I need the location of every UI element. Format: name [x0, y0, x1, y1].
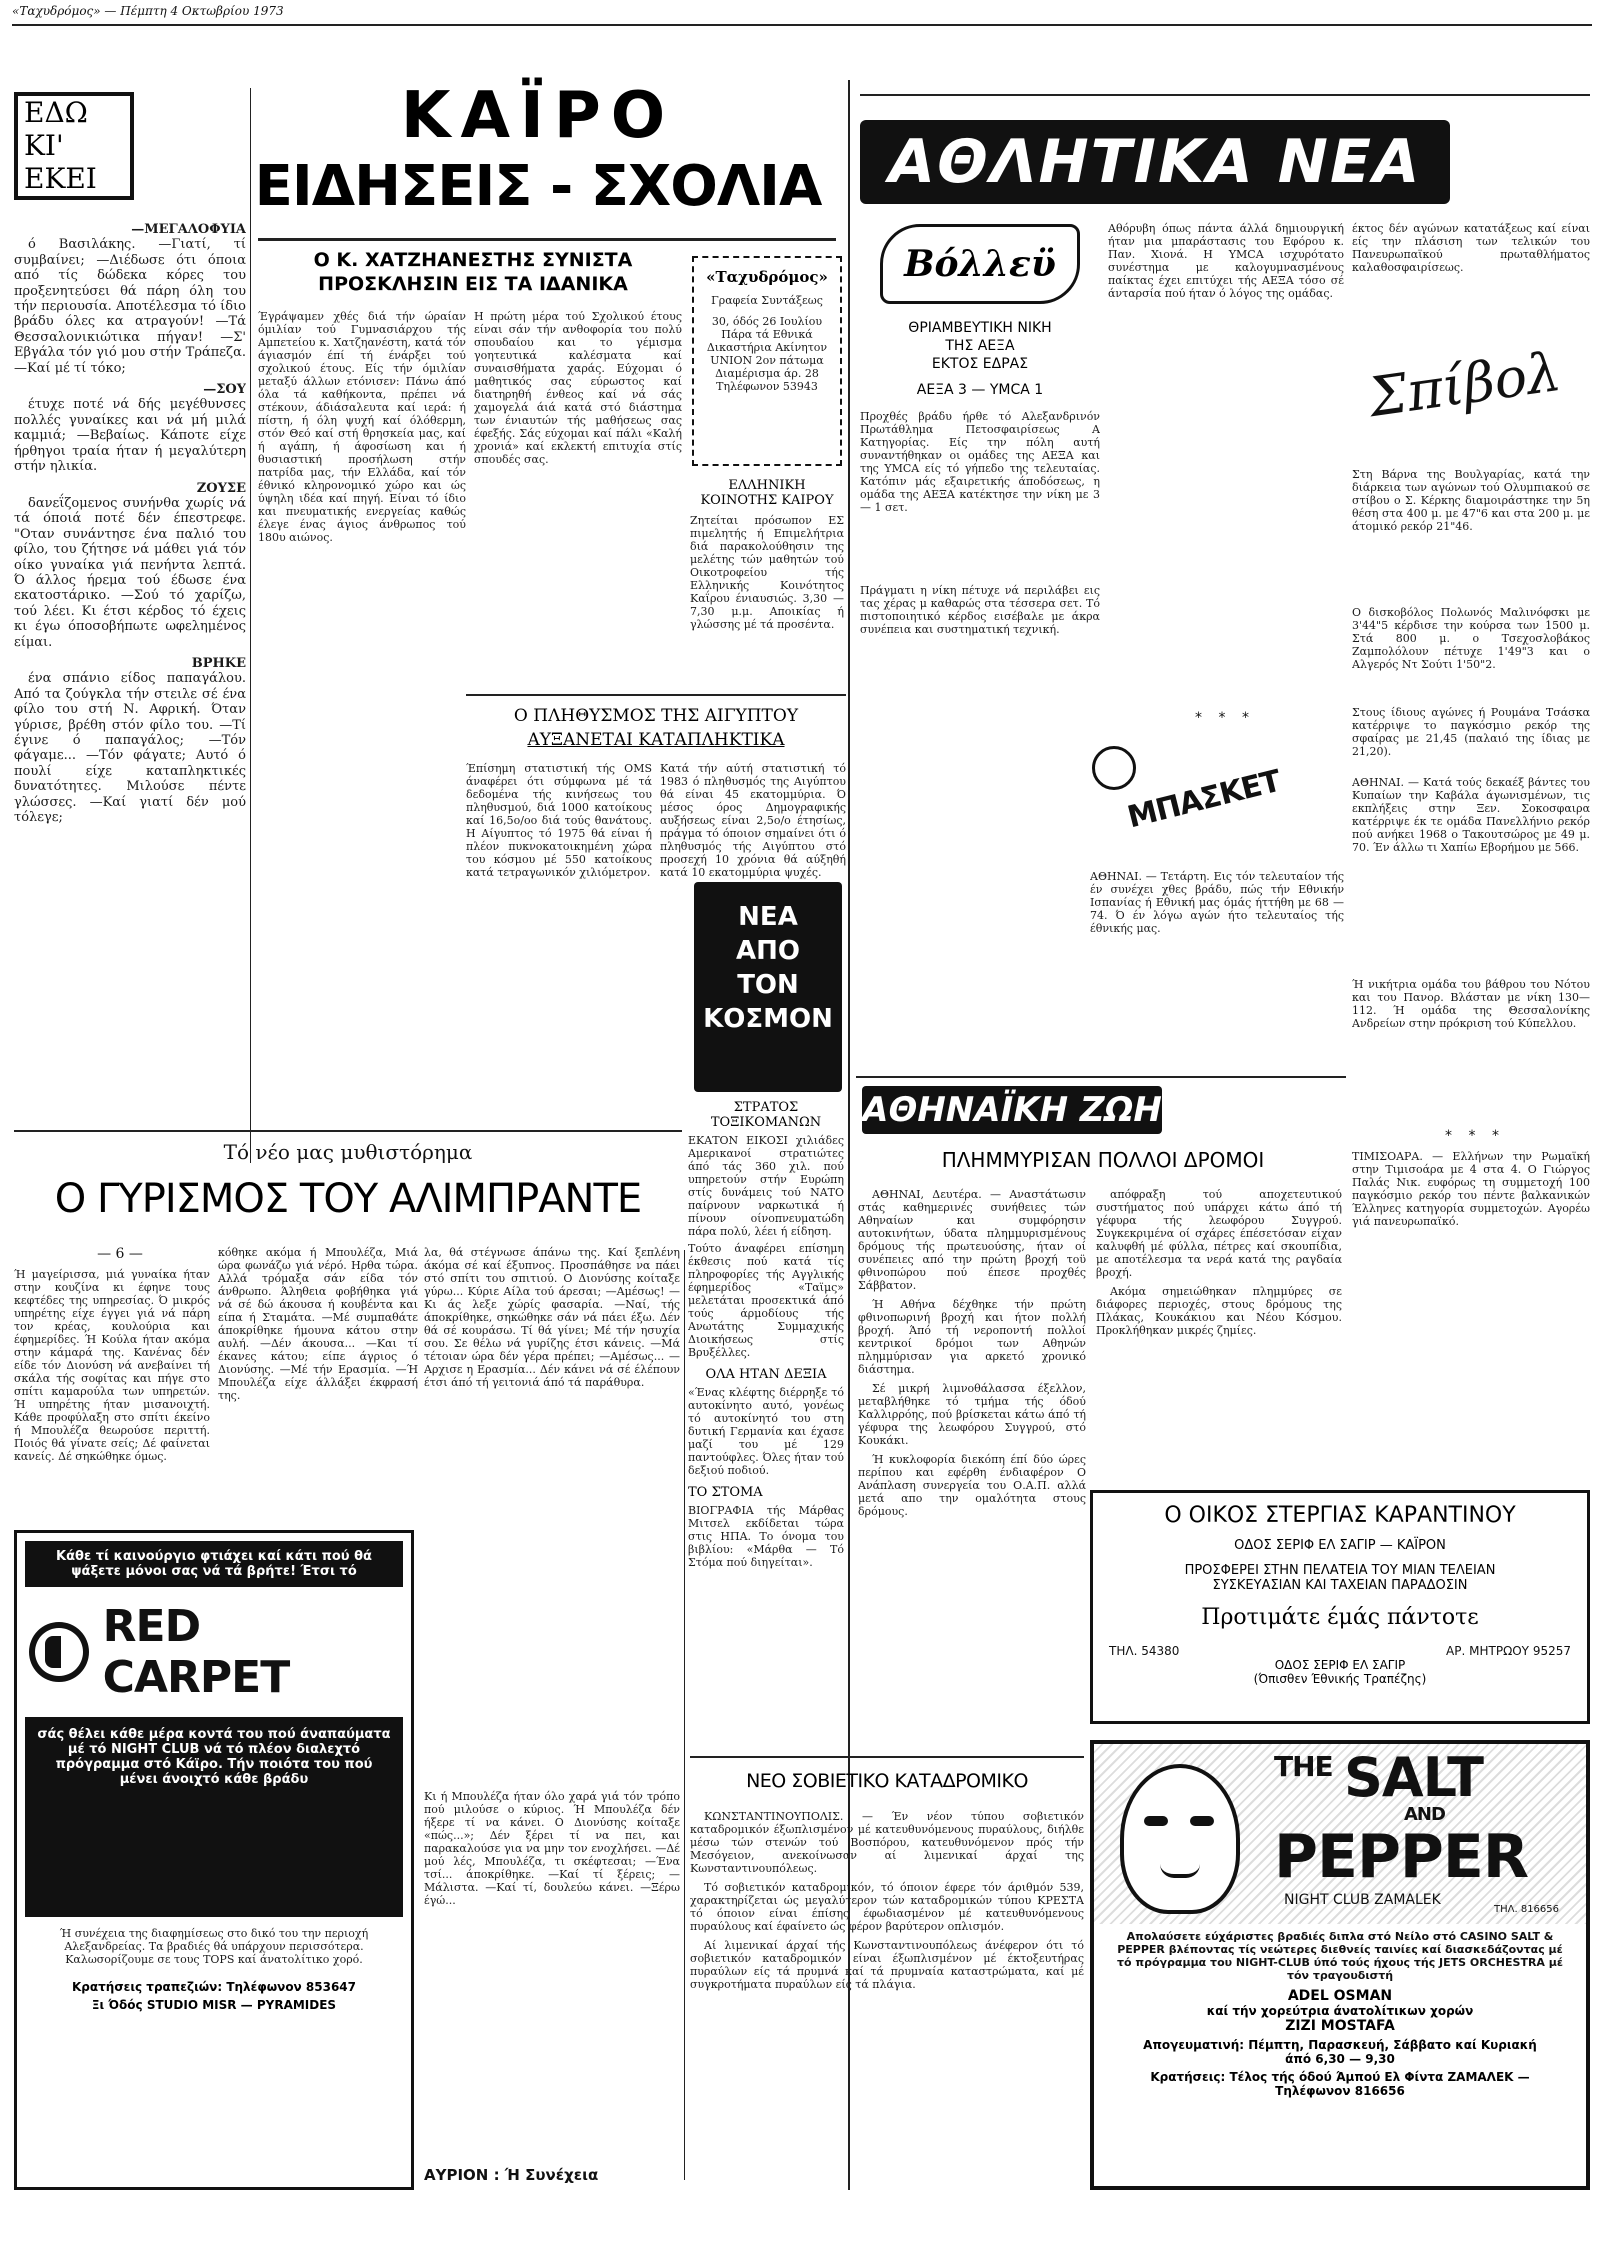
taxy-addr: 30, όδός 26 Ιουλίου Πάρα τά Εθνικά Δικαστήρια Ακίνητον UNION 2ον πάτωμα Διαμέρισμα άρ. 28 Τηλέφωνον 53943	[706, 315, 828, 393]
zoi-subtitle: ΠΛΗΜΜΥΡΙΣΑΝ ΠΟΛΛΟΙ ΔΡΟΜΟΙ	[941, 1148, 1265, 1172]
sp-text1: Απολαύσετε εύχάριστες βραδιές διπλα στό Νείλο στό CASINO SALT & PEPPER βλέποντας τίς νεώτερες διεθνείς ταινίες καί διασκεδάζοντας μέ τό πρόγραμμα του NIGHT-CLUB ύπό τούς ήχους τής JETS ORCHESTRA μέ τόν τραγουδιστή	[1117, 1930, 1563, 1982]
egypt-top-rule	[466, 694, 846, 696]
nea-box-text: ΝΕΑ ΑΠΟ ΤΟΝ ΚΟΣΜΟΝ	[703, 902, 833, 1034]
sp-and: AND	[1404, 1804, 1445, 1825]
volley-p1: Προχθές βράδυ ήρθε τό Αλεξανδρινόν Πρωτάθλημα Πετοσφαιρίσεως Α Κατηγορίας. Είς την πόλη αυτή συναντήθηκαν οι ομάδες της ΑΕΞΑ και της YMCA είς τό γήπεδο της τελευταίας. Κατόπιν μάς εξαιρετικής άποδόσεως, η ομάδα της ΑΕΞΑ κατέκτησε την νίκη με 3 — 1 σετ.	[860, 410, 1100, 514]
sp-days: Απογευματινή: Πέμπτη, Παρασκευή, Σάββατο καί Κυριακή άπό 6,30 — 9,30	[1143, 2038, 1537, 2066]
sport-c3-p3: Ο δισκοβόλος Πολωνός Μαλινόφσκι με 3'44"5 κέρδισε την κούρσα των 1500 μ. Στά 800 μ. ο Τσεχοσλοβάκος Ζαμπολόλουν πέτυχε 1'49"3 και ο Αλγερός Ντ Σούτι 1'50"2.	[1352, 606, 1590, 671]
basket-p1: ΑΘΗΝΑΙ. — Τετάρτη. Εις τόν τελευταίον τής έν συνέχει χθες βράδυ, πώς τήν Εθνικήν Ισπανίας ή Εθνική μας όμάς ήττήθη με 68 — 74. Ό έν λόγω αγών ήτο τελευταίος τής έθνικής μας.	[1090, 870, 1344, 935]
kairo-header	[238, 80, 838, 240]
sport-c3-p2: Στη Βάρνα της Βουλγαρίας, κατά την διάρκεια των αγώνων τού Ολυμπιακού σε στίβου ο Σ. Κέρκης διαμοιράστηκε την 5η θέση στα 400 μ. με 47"6 και στα 200 μ. με άτομικό ρεκόρ 21"46.	[1352, 468, 1590, 533]
sport-c3-p1: έκτος δέν αγώνων κατατάξεως καί είναι είς την πλάσιση των τελικών του Πανευρωπαϊκού πρωταθλήματος καλαθοσφαιρίσεως.	[1352, 222, 1590, 274]
sp-text2: καί τήν χορεύτρια άνατολίτικων χορών	[1206, 2004, 1474, 2018]
kar-offer: ΠΡΟΣΦΕΡΕΙ ΣΤΗΝ ΠΕΛΑΤΕΙΑ ΤΟΥ ΜΙΑΝ ΤΕΛΕΙΑΝ ΣΥΣΚΕΥΑΣΙΑΝ ΚΑΙ ΤΑΧΕΙΑΝ ΠΑΡΑΔΟΣΙΝ	[1184, 1563, 1496, 1593]
sport-c3-p6: Ή νικήτρια ομάδα του βάθρου του Νότου και του Πανορ. Βλάσταν με νίκη 130—112. Ή ομάδα της Θεσσαλονίκης Ανδρείων στην πρόκριση τού Κύπελλου.	[1352, 978, 1590, 1030]
egypt-title1: Ο ΠΛΗΘΥΣΜΟΣ ΤΗΣ ΑΙΓΥΠΤΟΥ	[513, 706, 799, 726]
soviet-p3: Αί λιμενικαί άρχαί τής Κωνσταντινουπόλεως άνέφερον ότι τό σοβιετικόν καταδρομικόν είναι έξωπλισμένον μέ έκτοξευτήρας πυραύλων είς τά πρυμνά καί τά πρυμναία καταστρώματα, καί μέ συγκροτήματα πυραύλων είς τά πλάγια.	[690, 1939, 1084, 1991]
rc-line2: σάς θέλει κάθε μέρα κοντά του πού άναπαύματα μέ τό NIGHT CLUB νά τό πλέον διαλεχτό πρόγραμμα στό Κάϊρο. Τήν ποιότα του πού μένει άνοιχτό κάθε βράδυ	[25, 1717, 403, 1917]
volley-t1: ΘΡΙΑΜΒΕΥΤΙΚΗ ΝΙΚΗ	[908, 320, 1052, 336]
zoi-col2	[1096, 1188, 1342, 1488]
soviet-p1: ΚΩΝΣΤΑΝΤΙΝΟΥΠΟΛΙΣ. — Έν νέον τύπου σοβιετικόν καταδρομικόν έξωπλισμένον μέ κατευθυνόμενους πυραύλους, διήλθε μέσω τών στενών τού Βοσπόρου, κατευθυνόμενον πρός τήν Μεσόγειον, ανεκοίνωσαν αί λιμενικαί άρχαί της Κωνσταντινουπόλεως.	[690, 1810, 1084, 1875]
novel-continued: ΑΥΡΙΟΝ : Ή Συνέχεια	[424, 2166, 599, 2184]
novel-title: Ο ΓΥΡΙΣΜΟΣ ΤΟΥ ΑΛΙΜΠΡΑΝΤΕ	[54, 1176, 642, 1222]
volley-logo	[880, 224, 1080, 304]
volley-t3: ΕΚΤΟΣ ΕΔΡΑΣ	[931, 356, 1029, 372]
edo-sub4: ΒΡΗΚΕ	[191, 655, 246, 671]
egypt-col1: Έπίσημη στατιστική τής OMS άναφέρει ότι σύμφωνα μέ τά δεδομένα τής κινήσεως του πληθυσμού, διά 1000 κατοίκους καί 16,5ο/οο διά τούς θανάτους. Η Αίγυπτος τό 1975 θά είναι ή πλέον πυκνοκατοικημένη χώρα του κόσμου μέ 550 κατοίκους κατά τετραγωνικόν χιλιόμετρον.	[466, 762, 652, 879]
eivol-logo: Σπίβολ	[1365, 339, 1565, 430]
novel-col2: κόθηκε ακόμα ή Μπουλέζα, Μιά ώρα φωνάζω γιά νέρό. Ηρθα τώρα. Αλλά τρόμαξα σάν είδα τόν άνθρωπο. Άληθεια φοβήθηκα γιά νά σέ δώ άκουσα ή κουβέντα και είπα ή Σταμάτα. —Μέ συμπαθάτε άποκρίθηκε ήμουνα κάτου στην αυλή. —Δέν άκουσα... —Και τί έκανες κάτου; είπε άγριος ό Διονύσης. —Μέ τήν Ερασμία. —Ή Μπουλέζα είχε άλλάξει έκφρασή της.	[218, 1246, 418, 1402]
kar-addr2: ΟΔΟΣ ΣΕΡΙΦ ΕΛ ΣΑΓΙΡ	[1274, 1658, 1406, 1672]
edo-p4: ένα σπάνιο είδος παπαγάλου. Από τα ζούγκλα τήν στειλε σέ ένα φίλο του στή Ν. Αφρική. Όταν γύρισε, βρέθη στόν φίλο του. —Τί έγινε ό παπαγάλος; —Τόν φάγαμε... —Τόν φάγατε; Αυτό ό πουλί είχε καταπληκτικές δυνατότητες. Μιλούσε πέντε γλώσσες. —Καί γιατί δέν μού τόλεγε;	[14, 671, 246, 826]
karantinou-ad	[1090, 1490, 1590, 1724]
edo-sub3: ΖΟΥΣΕ	[196, 480, 246, 496]
saltpepper-ad	[1090, 1740, 1590, 2190]
kar-slogan: Προτιμάτε έμάς πάντοτε	[1201, 1605, 1479, 1630]
zoi-title-box	[862, 1086, 1162, 1134]
rc-logo-icon	[29, 1622, 89, 1682]
masthead: «Ταχυδρόμος» — Πέμπτη 4 Οκτωβρίου 1973	[12, 4, 284, 18]
edo-sub2: —ΣΟΥ	[203, 382, 246, 398]
sport-c2-p1: Αθόρυβη όπως πάντα άλλά δημιουργική ήταν μια μπαράστασις του Εφόρου κ. Παν. Χιονά. Η YMCA ισχυρότατο συνέστημα με καλογυμνασμένους παίκτας έχει επιτύχει τής ΑΕΞΑ τόσο σέ άνταρσία πού ήταν ό λόγος της ομάδας.	[1108, 222, 1344, 300]
kairo-header-rule	[258, 238, 836, 241]
taxy-sub: Γραφεία Συντάξεως	[711, 294, 823, 307]
kar-title: Ο ΟΙΚΟΣ ΣΤΕΡΓΙΑΣ ΚΑΡΑΝΤΙΝΟΥ	[1164, 1503, 1516, 1528]
sp-the: THE	[1274, 1750, 1333, 1783]
sport-stars-1: * * *	[1195, 710, 1255, 726]
novel-col4: Κι ή Μπουλέζα ήταν όλο χαρά γιά τόν τρόπο πού μιλούσε ο κύριος. Ή Μπουλέζα δέν ήξερε τί να κάνει. Ο Διονύσης κοίταξε «πώς...»; Δέν ξέρει τί να πει, και παρακαλούσε για να μην τον ενοχλήσει. —Δέ μού λές, Μπουλέζα, τι σκέφτεσαι; —Ένα τσί... άποκρίθηκε. —Καί τί ξέρεις; —Μάλιστα. —Καί τί, δουλεύω κάνει. —Ξέρω έγώ...	[424, 1790, 680, 1907]
volley-score: ΑΕΞΑ 3 — YMCA 1	[916, 382, 1044, 398]
volley-t2: ΤΗΣ ΑΕΞΑ	[945, 338, 1015, 354]
nea-t1: ΣΤΡΑΤΟΣ ΤΟΞΙΚΟΜΑΝΩΝ	[710, 1100, 822, 1130]
novel-col1: Ή μαγείρισσα, μιά γυναίκα ήταν στην κουζίνα κι έφηνε τους κεφτέδες της υπηρεσίας. Ό μικρός υπηρέτης είχε έγγει γιά νά πάρη τον κρέας, κουλούρια και έφημερίδες. Ή Κούλα ήταν ακόμα στην κάμαρά της. Κανένας δέν είδε τόν Διονύση νά ανεβαίνει τή σκάλα τής σοφίτας και πήγε στο σπίτι καμαρούλα των υπηρετών. Ή υπηρέτης ήταν μισανοιχτή. Κάθε προφύλαξη στο σπίτι έκείνο ή Μπουλέζα θεωρούσε περιττή. Ποιός θά γίνατε σείς; Δέ φαίνεται κανείς. Δέ σηκώθηκε όμως.	[14, 1268, 210, 1463]
rc-line1: Κάθε τί καινούργιο φτιάχει καί κάτι πού θά ψάξετε μόνοι σας νά τά βρήτε! Έτσι τό	[25, 1541, 403, 1587]
rc-phone: Κρατήσεις τραπεζιών: Τηλέφωνον 853647	[71, 1980, 357, 1994]
sp-salt: SALT	[1344, 1746, 1483, 1809]
novel-col3: λα, θά στέγνωσε άπάνω της. Καί ξεπλένη άκόμα σέ καί έξυπνος. Προσπάθησε να πάει στό σπίτι του σπιτιού. Ο Διονύσης κοίταξε γύρω... Κύριε Αίλα τού άρεσαι; —Αμέσως! —Κι άς λεξε χώρίς φασαρία. —Ναί, τής άποκρίθηκε, σηκώθηκε σάν νά πάει έξω. Δέν θά σέ κουράσω. Τί θά γίνει; Μέ τήν ησυχία σου. Σε θέλω νά γυρίζης έτσι κάνεις. —Μά τέτοιαν ώρα δέν γέρα πρέπει; —Αμέσως... —Αρχισε η Ερασμία... Δέν κάνει νά σέ έλέπουν έτσι άπό τή γειτονιά άπό τά παράθυρα.	[424, 1246, 680, 1389]
soviet-top-rule	[690, 1756, 1084, 1758]
nea-t3: ΤΟ ΣΤΟΜΑ	[688, 1485, 763, 1500]
edo-column	[14, 222, 246, 1152]
nea-box	[694, 882, 842, 1092]
egypt-col2: Κατά τήν αύτή στατιστική τό 1983 ό πληθυσμός της Αιγύπτου θά είναι 45 εκατομμύρια. Ό μέσος όρος Δημογραφικής αυξήσεως είναι 2,5ο/ο έτησίως, πράγμα τό όποιον σημαίνει ότι ό πληθυσμός τής Αιγύπτου στό προσεχή 10 χρόνια θά αύξηθή κατά 10 εκατομμύρια ψυχές.	[660, 762, 846, 879]
nea-p1: ΕΚΑΤΟΝ ΕΙΚΟΣΙ χιλιάδες Αμερικανοί στρατιώτες άπό τάς 360 χιλ. πού υπηρετούν στήν Ευρώπη στίς δυνάμεις τού ΝΑΤΟ παίρνουν ναρκωτικά ή πίνουν οίνοπνευματώδη πάρα πολύ, λέει ή είδηση.	[688, 1134, 844, 1238]
novel-top-rule	[14, 1130, 682, 1132]
masthead-rule	[12, 24, 1592, 26]
sport-title: ΑΘΛΗΤΙΚΑ ΝΕΑ	[888, 127, 1422, 197]
sp-tel: ΤΗΛ. 816656	[1494, 1904, 1559, 1915]
volley-logo-text: Βόλλεϋ	[904, 243, 1056, 285]
edo-p1: ό Βασιλάκης. —Γιατί, τί συμβαίνει; —Διέδωσε ότι όποια από τίς δώδεκα κόρες του προξενητεύσει θά πάρη όλη του τήν περιουσία. Αποτέλεσμα τό ίδιο βράδυ όλες κα ατραγούν! —Τά Θεσσαλονικιώτικα πήγαν! —Σ' Εβγάλα τόν γιό μου στήν Τράπεζα. —Καί μέ τί τόκο;	[14, 237, 246, 376]
kar-mitr: ΑΡ. ΜΗΤΡΩΟΥ 95257	[1446, 1644, 1571, 1658]
sp-club: NIGHT CLUB ZAMALEK	[1284, 1892, 1441, 1908]
sport-c3-p4: Στους ίδιους αγώνες ή Ρουμάνα Τσάσκα κατέρριψε το παγκόσμιο ρεκόρ της σφαίρας με 21,45 (παλαιό της ίδιας με 21,20).	[1352, 706, 1590, 758]
zoi-p5: απόφραξη τού αποχετευτικού συστήματος πού υπάρχει κάτω άπό τή γέφυρα τής λεωφόρου Συγγρού. Συγκεκριμένα οί σχάρες έπέσετόσαν είχαν καλυφθή μέ φύλλα, πέτρες καί σκουπίδια, με αποτέλεσμα τα νερά κατά της ραγδαία βροχή.	[1096, 1188, 1342, 1279]
novel-sub: Τό νέο μας μυθιστόρημα	[223, 1140, 473, 1164]
sport-stars-2: * * *	[1445, 1128, 1505, 1144]
edo-p2: έτυχε ποτέ νά δής μεγέθυνσες πολλές γυναίκες και νά μή μιλά καμμιά; —Βεβαίως. Κάποτε είχε ήρθηγοι τραία ήταν ή μεγαλύτερη στήν ηλικία.	[14, 397, 246, 475]
basket-graphic	[1086, 740, 1284, 860]
rc-addr: Ξι Όδός STUDIO MISR — PYRAMIDES	[91, 1998, 337, 2012]
sport-title-box	[860, 120, 1450, 204]
nea-p2: Τούτο άναφέρει επίσημη έκθεσις πού κατά τίς πληροφορίες τής Αγγλικής έφημερίδος «Ταϊμς» μελετάται προσεκτικά άπό τούς άρμοδίους τής Ανωτάτης Συμμαχικής Διοικήσεως στίς Βρυξέλλες.	[688, 1242, 844, 1359]
zoi-top-rule	[856, 1076, 1346, 1078]
sp-resv: Κρατήσεις: Τέλος τής όδού Άμπού Ελ Φίντα ΖΑΜΑΛΕΚ — Τηλέφωνον 816656	[1150, 2070, 1530, 2098]
redcarpet-ad	[14, 1530, 414, 2190]
sp-dancer: ZIZI MOSTAFA	[1285, 2018, 1395, 2034]
koin-text: Ζητείται πρόσωπον ΕΣ πιμελητής ή Επιμελήτρια διά παρακολούθησιν της μελέτης τών μαθητών τού Οικοτροφείου τής Ελληνικής Κοινότητος Καΐρου ένιαυσιώς. 3,30 — 7,30 μ.μ. Αποικίας ή γλώσσης μέ τά προσέντα.	[690, 514, 844, 631]
volley-p2: Πράγματι η νίκη πέτυχε νά περιλάβει εις τας χέρας μ καθαρώς στα τέσσερα σετ. Τό πιστοποιητικό κέρδος εισέβαλε με άκρα συνέπεια και συστηματική τεχνική.	[860, 584, 1100, 636]
mask-icon	[1120, 1764, 1240, 1914]
edo-p3: δανεΐζομενος συνήνθα χωρίς νά τά όποιά ποτέ δέν έπεστρεφε. "Οταν συνάντησε ένα παλιό του φίλο, του ζήτησε νά μάθει γιά τόν οίκο γυναίκα γιά πενήντα λεπτά. Ό άλλος ήρεμα τού έδωσε ένα εκατοστάρικο. —Σού τό χαρίζω, τού λέει. Κι έτσι κέρδος τό έχεις κι έγω όποσοβήπωτε ωφελημένος είμαι.	[14, 495, 246, 650]
edo-sub1: —ΜΕΓΑΛΟΦΥΙΑ	[131, 222, 246, 237]
zoi-p2: Ή Αθήνα δέχθηκε τήν πρώτη φθινοπωρινή βροχή και ήτον πολλή βροχή. Άπό τή νεροποντή πολλοί κεντρικοί δρόμοι των Αθηνών πλημμύρισαν για αρκετό χρονικό διάστημα.	[858, 1298, 1086, 1376]
art1-col1: Έγράψαμεν χθές διά τήν ώραίαν όμιλίαν τού Γυμνασιάρχου τής Αμπετείου κ. Χατζηανέστη, κατά τόν άγιασμόν έπί τή ένάρξει τού σχολικού έτους. Είς τήν όμιλίαν μεταξύ άλλων ετόνισεν: Πάνω άπό όλα τά καθήκοντα, πρέπει νά στέκουν, άδιάσαλευτα καί ιερά: ή πίστη, ή όλη ψυχή καί όλόθερμη, στόν Θεό καί στή θρησκεία μας, καί ή αγάπη, ή άφοσίωση και ή θυσιαστική προσήλωση στήν πατρίδα μας, τήν Ελλάδα, καί τόν έθνικό κληρονομικό χώρο και ώς ύψηλη ιδέα καί πηγή. Είναι τό ίδιο και πνευματικής ενεργείας καθώς έλεγε ένας άγιος άνθρωπος τού 180υ αιώνος.	[258, 310, 466, 544]
zoi-p4: Ή κυκλοφορία διεκόπη έπί δύο ώρες περίπου και εφέρθη ένδιαφέρον Ο Ανάπλαση συνεργεία του Ο.Α.Π. αλλά μετά απο την ομαλότητα στους δρόμους.	[858, 1453, 1086, 1518]
koin-title: ΕΛΛΗΝΙΚΗ ΚΟΙΝΟΤΗΣ ΚΑΙΡΟΥ	[700, 478, 834, 508]
nea-p4: ΒΙΟΓΡΑΦΙΑ τής Μάρθας Μιτσελ εκδίδεται τώρα στις ΗΠΑ. Το όνομα του βιβλίου: «Μάρθα — Τό Στόμα πού διηγείται».	[688, 1504, 844, 1569]
novel-num: — 6 —	[97, 1246, 143, 1262]
zoi-col1	[858, 1188, 1086, 1748]
kairo-subtitle: ΕΙΔΗΣΕΙΣ - ΣΧΟΛΙΑ	[254, 154, 822, 219]
rc-line3: Ή συνέχεια της διαφημίσεως στο δικό του την περιοχή Αλεξανδρείας. Τα βραδιές θά υπάρχουν περισσότερα. Καλωσορίζουμε σε τους TOPS καί άνατολίτικο χορό.	[59, 1927, 369, 1966]
sp-singer: ADEL OSMAN	[1287, 1988, 1393, 2004]
col-rule-2	[684, 1250, 685, 2180]
zoi-p3: Σέ μικρή λιμνοθάλασσα έξελλον, μεταβλήθηκε τό τμήμα τής όδού Καλλιρρόης, πού βρίσκεται κάτω άπό τή γέφυρα της λεωφόρου Συγγρού, στό Κουκάκι.	[858, 1382, 1086, 1447]
sport-c3-p5: ΑΘΗΝΑΙ. — Κατά τούς δεκαέξ βάντες του Κυπαίων την Καβάλα άγωνισμένων, τις εκπλήξεις στην Ξεν. Σοκοσφαιρα κατέρριψε έκ τε ομάδα Πανελλήνιο ρεκόρ πού ανήκει 1968 ο Τακουτσώρος με 49 μ. 70. Έν άλλω τι Χαπίω Εβορήμου με 566.	[1352, 776, 1590, 854]
taxydromos-box	[692, 256, 842, 466]
kar-near: (Όπισθεν Έθνικής Τραπέζης)	[1253, 1672, 1427, 1686]
zoi-title: ΑΘΗΝΑΪΚΗ ΖΩΗ	[862, 1090, 1162, 1130]
art1-title: Ο Κ. ΧΑΤΖΗΑΝΕΣΤΗΣ ΣΥΝΙΣΤΑ ΠΡΟΣΚΛΗΣΙΝ ΕΙΣ ΤΑ ΙΔΑΝΙΚΑ	[313, 249, 633, 295]
edo-title2: ΚΙ' ΕΚΕΙ	[24, 129, 97, 195]
sport-title-rule	[860, 94, 1590, 96]
soviet-title: ΝΕΟ ΣΟΒΙΕΤΙΚΟ ΚΑΤΑΔΡΟΜΙΚΟ	[746, 1770, 1028, 1792]
soviet-p2: Τό σοβιετικόν καταδρομικόν, τό όποιον έφερε τόν άριθμόν 539, χαρακτηρίζεται ώς μεγαλύτερον τών καταδρομικών τύπου ΚΡΕΣΤΑ τό όποιον είναι έπίσης έφωδιασμένον μέ κατευθυνόμενους πυραύλους καί έφαίνετο ώς φέρον βαρύτερον οπλισμόν.	[690, 1881, 1084, 1933]
edo-title: ΕΔΩ	[24, 96, 88, 129]
taxy-title: «Ταχυδρόμος»	[706, 268, 828, 286]
sp-pepper: PEPPER	[1274, 1822, 1529, 1892]
rc-name: RED CARPET	[102, 1601, 290, 1703]
egypt-title2: ΑΥΞΑΝΕΤΑΙ ΚΑΤΑΠΛΗΚΤΙΚΑ	[527, 730, 785, 750]
art1-col2: Η πρώτη μέρα τού Σχολικού έτους είναι σάν τήν ανθοφορία του πολύ σπουδαίου και το γέμισμα γοητευτικά καλέσματα καί συναισθήματα χαράς. Εύχομαι ό μαθητικός σας εύρωστος καί διατηρηθή ένθεος καί νά σάς χαμογελά άιά κατά στό διάστημα των ένιαυτών τής μαθήσεως σας έφεξής. Σάς εύχομαι καί πάλι «Καλή χρονιά» καί εκλεκτή επιτυχία στίς σπουδές σας.	[474, 310, 682, 466]
basketball-icon	[1092, 746, 1136, 790]
zoi-p6: Ακόμα σημειώθηκαν πλημμύρες σε διάφορες περιοχές, στους δρόμους της Πλάκας, Κουκάκιου και Νέου Κόσμου. Προκλήθηκαν μικρές ζημίες.	[1096, 1285, 1342, 1337]
basket-title: ΜΠΑΣΚΕΤ	[1124, 763, 1284, 836]
kairo-title: ΚΑΪΡΟ	[400, 79, 676, 153]
nea-p3: «Ένας κλέφτης διέρρηξε τό αυτοκίνητο αυτό, γονέως τό αυτοκίνητό του στη δυτική Γερμανία και έχασε μαζί του μέ 129 παντούφλες. Όλες ήταν τού δεξιού ποδιού.	[688, 1386, 844, 1477]
nea-t2: ΟΛΑ ΗΤΑΝ ΔΕΞΙΑ	[705, 1367, 827, 1382]
edo-title-box	[14, 92, 134, 200]
zoi-p1: ΑΘΗΝΑΙ, Δευτέρα. — Αναστάτωσιν στάς καθημερινές συνήθειες τών Αθηναίων και συμφόρησιν αυτοκινήτων, ύδατα πλημμυρισμένους δρόμους τής πρωτευούσης, ήταν οί συνέπειες από την πρώτη βροχή τοϋ φθινοπώρου πού έπεσε προχθές Σάββατον.	[858, 1188, 1086, 1292]
col-rule-1	[250, 88, 251, 1163]
sport-c3-p7: ΤΙΜΙΣΟΑΡΑ. — Ελλήνων την Ρωμαϊκή στην Τιμισοάρα με 4 στα 4. Ο Γιώργος Παλάς Νικ. ευφόρως τη συμμετοχή 100 παγκόσμιο ρεκόρ του πέντε βαλκανικών Έλληνες κατηγορία συμμετοχών. Αγορέω γιά πανευρωπαϊκό.	[1352, 1150, 1590, 1228]
kar-tel: ΤΗΛ. 54380	[1109, 1644, 1180, 1658]
kar-addr: ΟΔΟΣ ΣΕΡΙΦ ΕΛ ΣΑΓΙΡ — ΚΑΪΡΟΝ	[1234, 1538, 1446, 1553]
soviet-column	[690, 1810, 1084, 2190]
